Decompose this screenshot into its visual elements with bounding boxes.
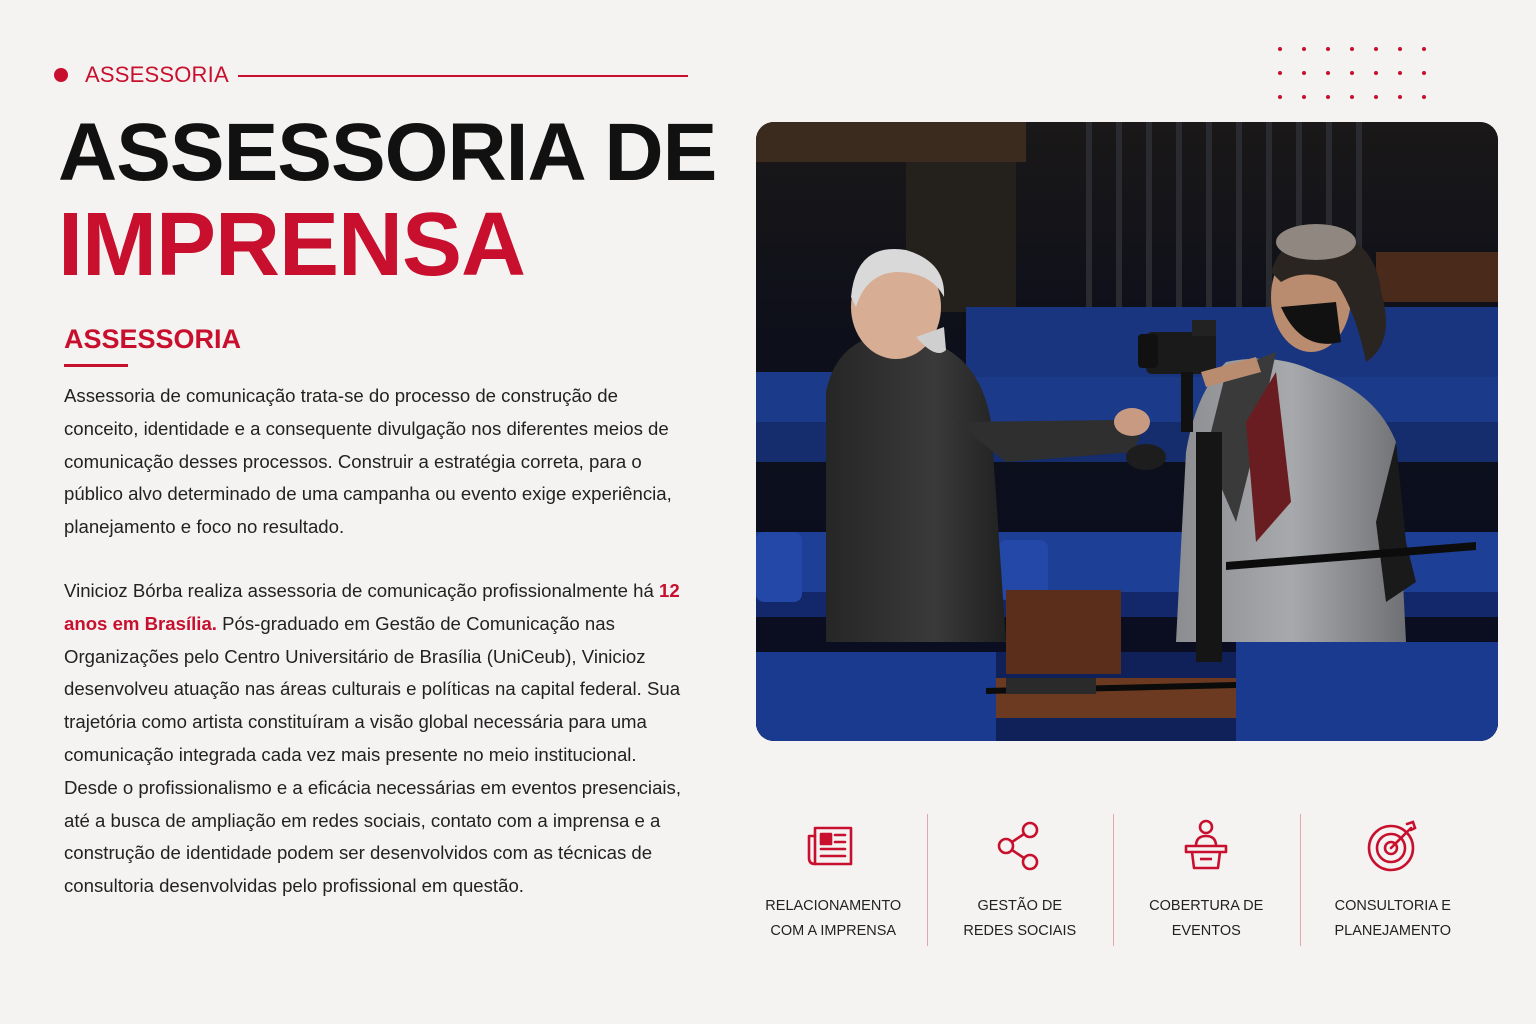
service-social-media [927, 812, 1114, 944]
eyebrow-label: ASSESSORIA [85, 62, 229, 87]
service-event-coverage [1113, 812, 1300, 944]
eyebrow-divider [238, 75, 688, 77]
eyebrow-dot [54, 68, 68, 82]
bio-text-end: Pós-graduado em Gestão de Comunicação nas Organizações pelo Centro Universitário de Brasília (UniCeub), Vinicioz desenvolveu atuação nas áreas culturais e políticas na capital federal. Sua trajetória como artista constituíram a visão global necessária para uma comunicação integrada cada vez mais presente no meio institucional. Desde o profissionalismo e a eficácia necessárias em eventos presenciais, até a busca de ampliação em redes sociais, contato com a imprensa e a construção de identidade podem ser desenvolvidos com as técnicas de consultoria desenvolvidas pelo profissional em questão. [64, 612, 681, 897]
page-title [58, 107, 717, 295]
page-title-line1: ASSESSORIA DE [58, 107, 717, 198]
service-label [1313, 894, 1473, 944]
service-label-line1: COBERTURA DE [1149, 898, 1264, 914]
bio-text-start: Vinicioz Bórba realiza assessoria de comunicação profissionalmente há [64, 580, 659, 601]
service-label-line2: EVENTOS [1171, 923, 1241, 939]
service-label-line1: GESTÃO DE [977, 898, 1063, 914]
service-label-line2: PLANEJAMENTO [1334, 923, 1452, 939]
section-underline [64, 364, 128, 367]
newspaper-icon [805, 818, 861, 874]
service-label-line2: REDES SOCIAIS [963, 923, 1077, 939]
service-label-line2: COM A IMPRENSA [770, 923, 897, 939]
eyebrow [54, 62, 229, 88]
services-list [740, 812, 1486, 944]
service-press-relations [740, 812, 927, 944]
service-label [940, 894, 1100, 944]
bio-paragraph [64, 575, 694, 903]
section-heading: ASSESSORIA [64, 324, 242, 354]
service-label [753, 894, 913, 944]
target-icon [1365, 818, 1421, 874]
service-consulting [1300, 812, 1487, 944]
bio-highlight: 12 anos em Brasília. [64, 580, 680, 634]
intro-paragraph: Assessoria de comunicação trata-se do processo de construção de conceito, identidade e a consequente divulgação nos diferentes meios de comunicação desses processos. Construir a estratégia correta, para o público alvo determinado de uma campanha ou evento exige experiência, planejamento e foco no resultado. [64, 385, 672, 538]
speaker-podium-icon [1178, 818, 1234, 874]
service-label [1126, 894, 1286, 944]
service-label-line1: CONSULTORIA E [1334, 898, 1451, 914]
page-title-line2: IMPRENSA [58, 195, 526, 295]
photo-two-men-camera [756, 122, 1498, 741]
service-label-line1: RELACIONAMENTO [765, 898, 902, 914]
share-icon [992, 818, 1048, 874]
decorative-dot-grid [1278, 47, 1426, 99]
